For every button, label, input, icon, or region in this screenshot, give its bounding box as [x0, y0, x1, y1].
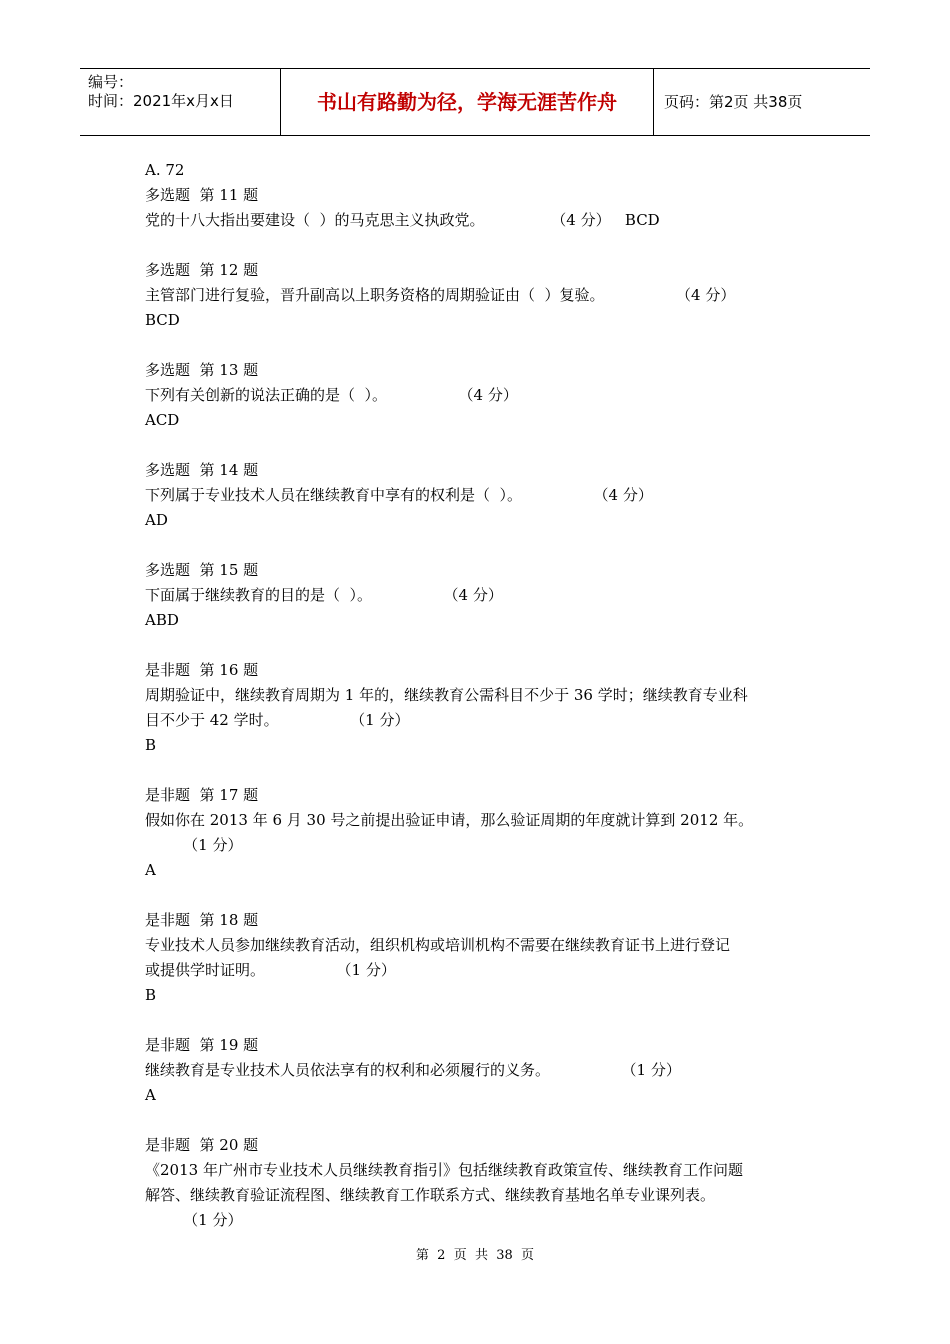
text-line: 多选题 第 11 题: [145, 186, 259, 204]
blank-line: [145, 758, 815, 783]
header-meta: [80, 69, 281, 135]
text-line: 《2013 年广州市专业技术人员继续教育指引》包括继续教育政策宣传、继续教育工作问题: [145, 1161, 743, 1179]
text-line: 是非题 第 16 题: [145, 661, 259, 679]
text-line: A: [145, 1086, 156, 1104]
text-line: 下列属于专业技术人员在继续教育中享有的权利是（ ）。 （4 分）: [145, 486, 653, 504]
document-body: [145, 158, 815, 1233]
blank-line: [145, 533, 815, 558]
text-line: AD: [145, 511, 168, 529]
text-line: ACD: [145, 411, 180, 429]
text-line: 是非题 第 17 题: [145, 786, 259, 804]
text-line: 党的十八大指出要建设（ ）的马克思主义执政党。 （4 分） BCD: [145, 211, 660, 229]
blank-line: [145, 883, 815, 908]
text-line: 多选题 第 12 题: [145, 261, 259, 279]
text-line: BCD: [145, 311, 180, 329]
text-line: （1 分）: [145, 1211, 243, 1229]
blank-line: [145, 1108, 815, 1133]
text-line: 下列有关创新的说法正确的是（ ）。 （4 分）: [145, 386, 518, 404]
text-line: 专业技术人员参加继续教育活动，组织机构或培训机构不需要在继续教育证书上进行登记: [145, 936, 731, 954]
document-number-label: 编号：: [88, 73, 134, 91]
text-line: 是非题 第 18 题: [145, 911, 259, 929]
text-line: ABD: [145, 611, 179, 629]
blank-line: [145, 333, 815, 358]
text-line: 是非题 第 19 题: [145, 1036, 259, 1054]
text-line: 继续教育是专业技术人员依法享有的权利和必须履行的义务。 （1 分）: [145, 1061, 681, 1079]
blank-line: [145, 233, 815, 258]
text-line: 解答、继续教育验证流程图、继续教育工作联系方式、继续教育基地名单专业课列表。: [145, 1186, 716, 1204]
document-time-label: 时间：2021年x月x日: [88, 92, 234, 110]
text-line: 多选题 第 13 题: [145, 361, 259, 379]
text-line: 目不少于 42 学时。 （1 分）: [145, 711, 410, 729]
footer-page-number: 第 2 页 共 38 页: [415, 1248, 535, 1263]
text-line: A: [145, 861, 156, 879]
blank-line: [145, 433, 815, 458]
text-line: B: [145, 986, 157, 1004]
blank-line: [145, 1008, 815, 1033]
text-line: 是非题 第 20 题: [145, 1136, 259, 1154]
text-line: 主管部门进行复验，晋升副高以上职务资格的周期验证由（ ）复验。 （4 分）: [145, 286, 736, 304]
header-page-info: 页码：第2页 共38页: [664, 93, 803, 111]
text-line: 多选题 第 14 题: [145, 461, 259, 479]
page-footer: [0, 1244, 950, 1263]
page-header: [80, 68, 870, 136]
text-line: 假如你在 2013 年 6 月 30 号之前提出验证申请，那么验证周期的年度就计算到 2012 年。: [145, 811, 754, 829]
header-motto: 书山有路勤为径，学海无涯苦作舟: [281, 69, 654, 135]
blank-line: [145, 633, 815, 658]
text-line: 或提供学时证明。 （1 分）: [145, 961, 396, 979]
text-line: A. 72: [145, 161, 185, 179]
text-line: （1 分）: [145, 836, 243, 854]
text-line: 周期验证中，继续教育周期为 1 年的，继续教育公需科目不少于 36 学时；继续教育专业科: [145, 686, 748, 704]
text-line: 下面属于继续教育的目的是（ ）。 （4 分）: [145, 586, 503, 604]
text-line: 多选题 第 15 题: [145, 561, 259, 579]
text-line: B: [145, 736, 157, 754]
